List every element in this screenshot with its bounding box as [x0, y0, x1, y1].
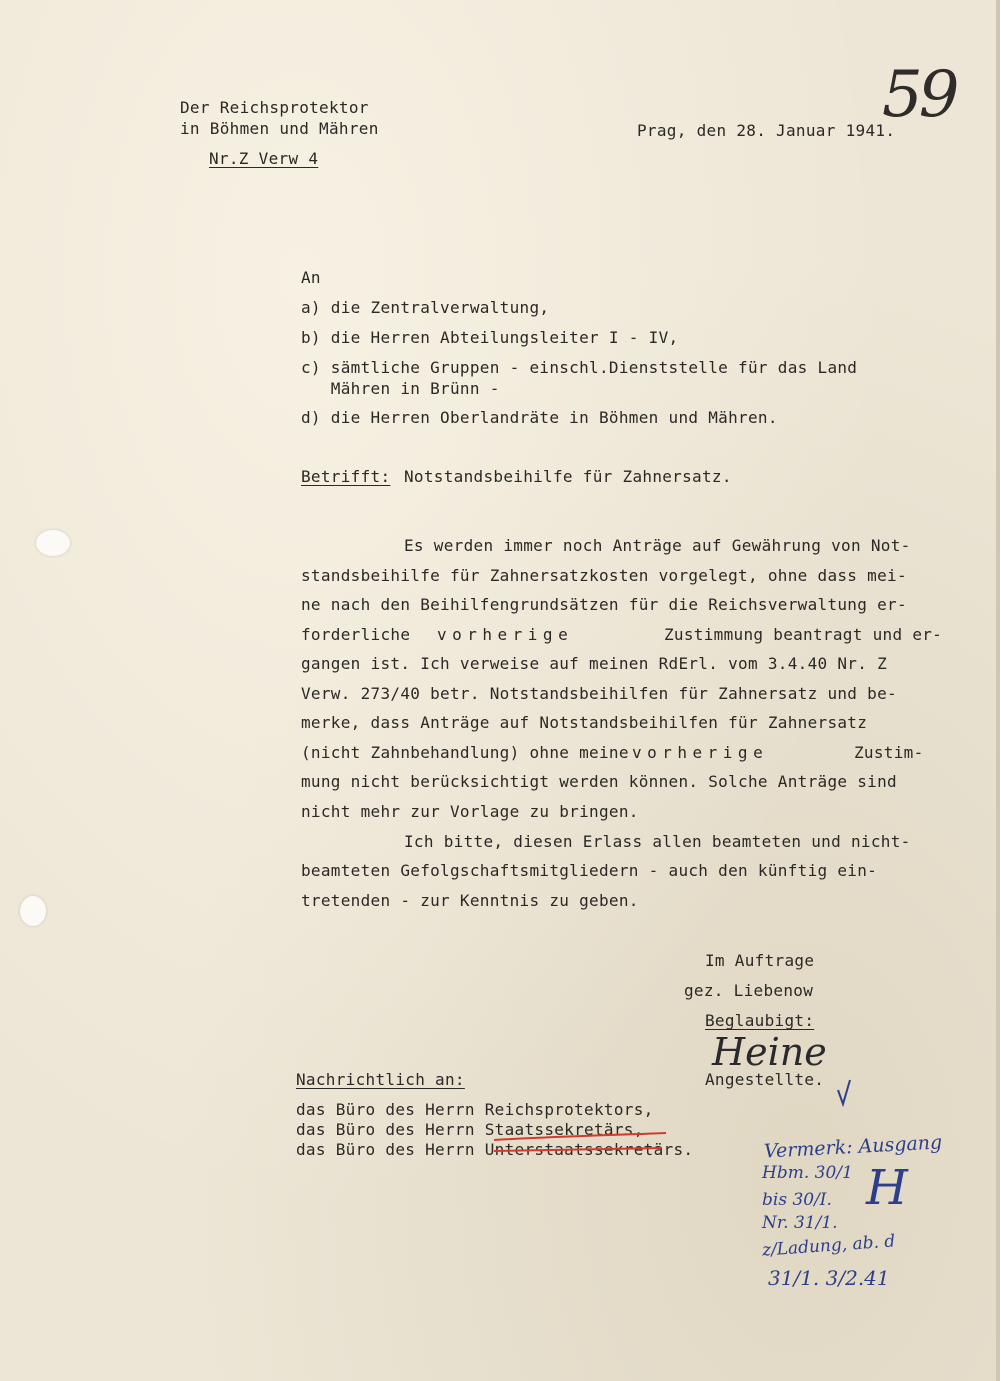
- red-underline-staatssekretaers: [494, 1133, 666, 1140]
- annotation-line-3: bis 30/I.: [762, 1190, 832, 1210]
- distribution-item-3: das Büro des Herrn Unterstaatssekretärs.: [296, 1140, 694, 1159]
- signature-angestellte: Angestellte.: [705, 1070, 825, 1089]
- body-line-11: Ich bitte, diesen Erlass allen beamteten und nicht-: [404, 832, 911, 851]
- folio-number: 59: [882, 58, 956, 132]
- distribution-label: Nachrichtlich an:: [296, 1070, 465, 1089]
- body-line-9: mung nicht berücksichtigt werden können. Solche Anträge sind: [301, 772, 897, 791]
- addressee-intro: An: [301, 268, 321, 287]
- body-line-7: merke, dass Anträge auf Notstandsbeihilfen für Zahnersatz: [301, 713, 868, 732]
- body-line-4b: Zustimmung beantragt und er-: [664, 625, 943, 644]
- distribution-item-2: das Büro des Herrn Staatssekretärs,: [296, 1120, 644, 1139]
- subject-label: Betrifft:: [301, 467, 391, 486]
- annotation-line-4: Nr. 31/1.: [762, 1213, 838, 1233]
- body-line-2: standsbeihilfe für Zahnersatzkosten vorgelegt, ohne dass mei-: [301, 566, 907, 585]
- annotation-line-6: 31/1. 3/2.41: [768, 1266, 890, 1290]
- pencil-tick-mark: [838, 1080, 850, 1104]
- body-line-1: Es werden immer noch Anträge auf Gewährung von Not-: [404, 536, 911, 555]
- signature-im-auftrage: Im Auftrage: [705, 951, 815, 970]
- annotation-line-5: z/Ladung, ab. d: [761, 1231, 896, 1261]
- red-strike-unterstaatssekretaers: [494, 1148, 662, 1151]
- place-date: Prag, den 28. Januar 1941.: [637, 121, 896, 140]
- body-line-10: nicht mehr zur Vorlage zu bringen.: [301, 802, 639, 821]
- addressee-item-b: b) die Herren Abteilungsleiter I - IV,: [301, 328, 679, 347]
- addressee-item-c: c) sämtliche Gruppen - einschl.Dienststelle für das Land: [301, 358, 858, 377]
- annotation-line-1: Vermerk: Ausgang: [763, 1131, 943, 1163]
- body-emphasis-vorherige-2: vorherige: [632, 743, 769, 762]
- body-line-4a: forderliche: [301, 625, 411, 644]
- body-line-8a: (nicht Zahnbehandlung) ohne meine: [301, 743, 629, 762]
- body-emphasis-vorherige-1: vorherige: [437, 625, 574, 644]
- body-line-3: ne nach den Beihilfengrundsätzen für die Reichsverwaltung er-: [301, 595, 907, 614]
- subject-text: Notstandsbeihilfe für Zahnersatz.: [404, 467, 732, 486]
- annotation-line-2: Hbm. 30/1: [762, 1163, 853, 1183]
- distribution-item-1: das Büro des Herrn Reichsprotektors,: [296, 1100, 654, 1119]
- annotation-initials: H: [866, 1160, 908, 1216]
- body-line-12: beamteten Gefolgschaftsmitgliedern - auch den künftig ein-: [301, 861, 878, 880]
- reference-number: Nr.Z Verw 4: [209, 149, 319, 168]
- body-line-5: gangen ist. Ich verweise auf meinen RdErl. vom 3.4.40 Nr. Z: [301, 654, 888, 673]
- authority-line-1: Der Reichsprotektor: [180, 98, 369, 117]
- handwritten-signature: Heine: [712, 1030, 827, 1074]
- addressee-item-c-cont: Mähren in Brünn -: [301, 379, 500, 398]
- addressee-item-a: a) die Zentralverwaltung,: [301, 298, 550, 317]
- body-line-8b: Zustim-: [854, 743, 924, 762]
- body-line-6: Verw. 273/40 betr. Notstandsbeihilfen für Zahnersatz und be-: [301, 684, 897, 703]
- signature-gez: gez. Liebenow: [684, 981, 814, 1000]
- authority-line-2: in Böhmen und Mähren: [180, 119, 379, 138]
- addressee-item-d: d) die Herren Oberlandräte in Böhmen und Mähren.: [301, 408, 778, 427]
- body-line-13: tretenden - zur Kenntnis zu geben.: [301, 891, 639, 910]
- signature-beglaubigt: Beglaubigt:: [705, 1011, 815, 1030]
